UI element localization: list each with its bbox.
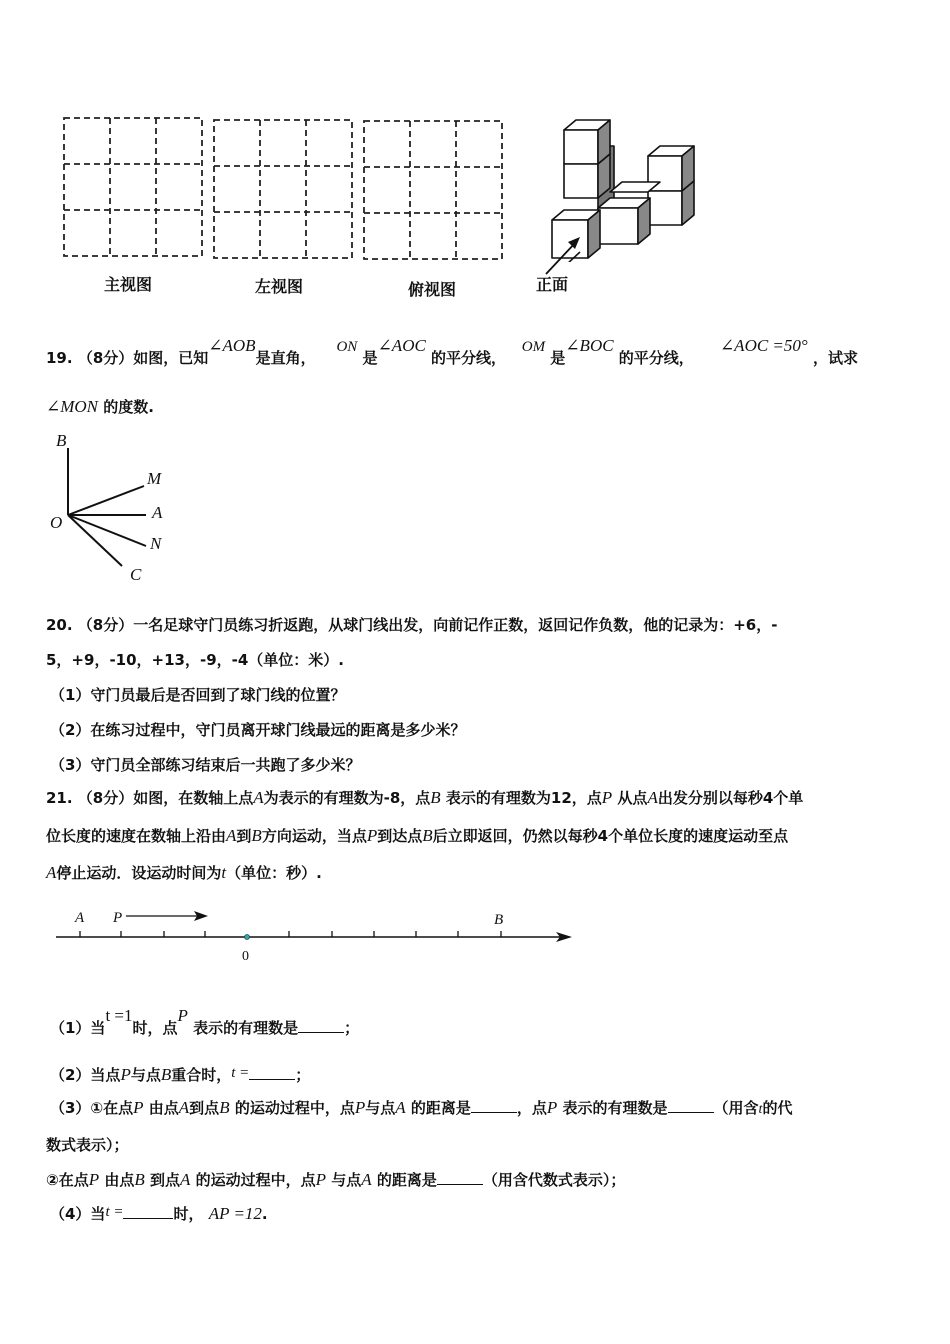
q21-text: 由点 [148, 1099, 179, 1117]
numberline-label-zero: 0 [242, 949, 249, 964]
ap-equals-12: AP =12 [208, 1204, 262, 1223]
q21-text: 到点 [189, 1099, 220, 1117]
point-p: P [601, 788, 613, 807]
label-b: B [56, 431, 67, 450]
q19-text: 是直角， [255, 349, 316, 367]
point-a: A [253, 788, 264, 807]
q21-line3 [46, 863, 322, 883]
q21-text: 的运动过程中，点 [195, 1171, 316, 1189]
q21-text: 表示的有理数是 [562, 1099, 668, 1117]
answer-blank[interactable] [298, 1018, 344, 1033]
point-b: B [219, 1098, 230, 1117]
q21-text: 表示的有理数为12，点 [445, 789, 602, 807]
ray-om: OM [521, 339, 546, 355]
q21-line2 [46, 826, 788, 846]
q21-sub4 [50, 1204, 268, 1225]
front-view-label: 主视图 [104, 275, 153, 294]
top-view-label: 俯视图 [408, 280, 457, 299]
q21-text: 重合时， [171, 1066, 232, 1084]
answer-blank[interactable] [249, 1065, 295, 1080]
q21-text: 后立即返回，仍然以每秒4个单位长度的速度运动至点 [432, 827, 789, 845]
q21-text: ，点 [516, 1099, 547, 1117]
q21-text: （2）当点 [50, 1066, 121, 1084]
q21-text: 方向运动，当点 [261, 827, 367, 845]
angle-aoc-value: ∠AOC =50° [719, 336, 808, 355]
q19-text: ，试求 [812, 349, 858, 367]
q21-text: 与点 [331, 1171, 362, 1189]
angle-aob: ∠AOB [208, 336, 256, 355]
answer-blank[interactable] [437, 1170, 483, 1185]
variable-t: t [758, 1102, 763, 1117]
q21-text: ； [295, 1066, 311, 1084]
q21-sub1 [50, 1006, 360, 1038]
point-p: P [177, 1006, 188, 1025]
q20-line2: 5，+9，-10，+13，-9，-4（单位：米）. [46, 651, 345, 669]
q21-text: 与点 [365, 1099, 396, 1117]
point-p: P [366, 826, 378, 845]
t-equals-1: t =1 [105, 1006, 133, 1025]
q19-text: 的度数. [103, 398, 154, 416]
q21-text: 位长度的速度在数轴上沿由 [46, 827, 227, 845]
q21-text: 的距离是 [410, 1099, 471, 1117]
q19-text: 的平分线， [618, 349, 694, 367]
label-o: O [50, 513, 63, 532]
point-a: A [226, 826, 237, 845]
q19-text: 的平分线， [431, 349, 507, 367]
front-face-label: 正面 [536, 275, 569, 294]
point-p: P [88, 1170, 100, 1189]
q19-points: （8分） [77, 349, 134, 367]
point-a: A [179, 1170, 191, 1189]
q21-sub3 [50, 1098, 792, 1120]
point-b: B [134, 1170, 145, 1189]
q21-text: （用含 [713, 1099, 759, 1117]
variable-t: t [221, 863, 227, 882]
q21-text: 由点 [104, 1171, 135, 1189]
angle-figure [44, 428, 194, 588]
point-b: B [430, 788, 441, 807]
label-c: C [130, 565, 142, 584]
q19-text: 是 [362, 349, 378, 367]
t-equals: t = [231, 1065, 250, 1081]
q21-text: 与点 [130, 1066, 161, 1084]
q21-text: 的运动过程中，点 [234, 1099, 355, 1117]
q21-sub2 [50, 1065, 310, 1086]
q21-text: 停止运动．设运动时间为 [56, 864, 222, 882]
point-p: P [120, 1065, 131, 1084]
q21-text: （用含代数式表示）； [482, 1171, 626, 1189]
q21-text: （单位：秒）. [226, 864, 322, 882]
answer-blank[interactable] [471, 1098, 517, 1113]
q21-text: 出发分别以每秒4个单 [657, 789, 804, 807]
q21-text: （4）当 [50, 1205, 106, 1223]
q21-text: 表示的有理数是 [193, 1019, 299, 1037]
point-a: A [361, 1170, 372, 1189]
point-a: A [178, 1098, 190, 1117]
q20-sub3: （3）守门员全部练习结束后一共跑了多少米？ [50, 756, 361, 774]
q21-line1 [46, 788, 803, 808]
q21-text: 从点 [617, 789, 648, 807]
q19-line1 [46, 336, 858, 369]
point-b: B [160, 1065, 172, 1084]
point-b: B [422, 826, 433, 845]
answer-blank[interactable] [668, 1098, 714, 1113]
q21-text: 为表示的有理数为-8，点 [263, 789, 431, 807]
point-p: P [354, 1098, 366, 1117]
point-p: P [133, 1098, 144, 1117]
q21-text: 到 [236, 827, 252, 845]
point-p: P [546, 1098, 558, 1117]
q21-text: 到点 [149, 1171, 180, 1189]
q21-text: ； [344, 1019, 360, 1037]
q21-text: 的代 [762, 1099, 793, 1117]
label-m: M [147, 469, 162, 488]
q21-text: 时，点 [132, 1019, 178, 1037]
left-view-label: 左视图 [255, 277, 304, 296]
ray-on: ON [336, 339, 358, 355]
numberline-label-a: A [75, 910, 85, 926]
q21-text: （3）①在点 [50, 1099, 134, 1117]
point-a: A [395, 1098, 406, 1117]
q19-line2 [46, 397, 154, 417]
point-p: P [315, 1170, 327, 1189]
q21-text: 时， [173, 1205, 204, 1223]
angle-boc: ∠BOC [565, 336, 614, 355]
q21-sub3-line2: 数式表示）； [46, 1136, 129, 1154]
numberline-label-b: B [494, 912, 504, 928]
q21-text: . [261, 1205, 268, 1223]
point-b: B [251, 826, 262, 845]
q21-sub3b [46, 1170, 625, 1190]
point-a: A [647, 788, 658, 807]
numberline-label-p: P [113, 910, 123, 926]
q20-line1: 20. （8分）一名足球守门员练习折返跑，从球门线出发，向前记作正数，返回记作负数，他的记录为：+6，- [46, 616, 778, 634]
number-line-figure [40, 900, 600, 970]
q21-text: ②在点 [46, 1171, 89, 1189]
q19-text: 如图，已知 [133, 349, 209, 367]
q19-text: 是 [550, 349, 566, 367]
q21-text: 的距离是 [376, 1171, 437, 1189]
angle-aoc: ∠AOC [377, 336, 426, 355]
q21-text: （1）当 [50, 1019, 106, 1037]
q20-sub1: （1）守门员最后是否回到了球门线的位置？ [50, 686, 346, 704]
point-a: A [46, 863, 57, 882]
label-a: A [152, 503, 163, 522]
q21-text: 到达点 [377, 827, 423, 845]
q21-text: 21. （8分）如图，在数轴上点 [46, 789, 254, 807]
angle-mon: ∠MON [46, 397, 99, 416]
t-equals: t = [105, 1204, 124, 1220]
q19-number: 19. [46, 349, 73, 367]
q20-sub2: （2）在练习过程中，守门员离开球门线最远的距离是多少米？ [50, 721, 466, 739]
label-n: N [150, 534, 162, 553]
answer-blank[interactable] [123, 1204, 173, 1219]
